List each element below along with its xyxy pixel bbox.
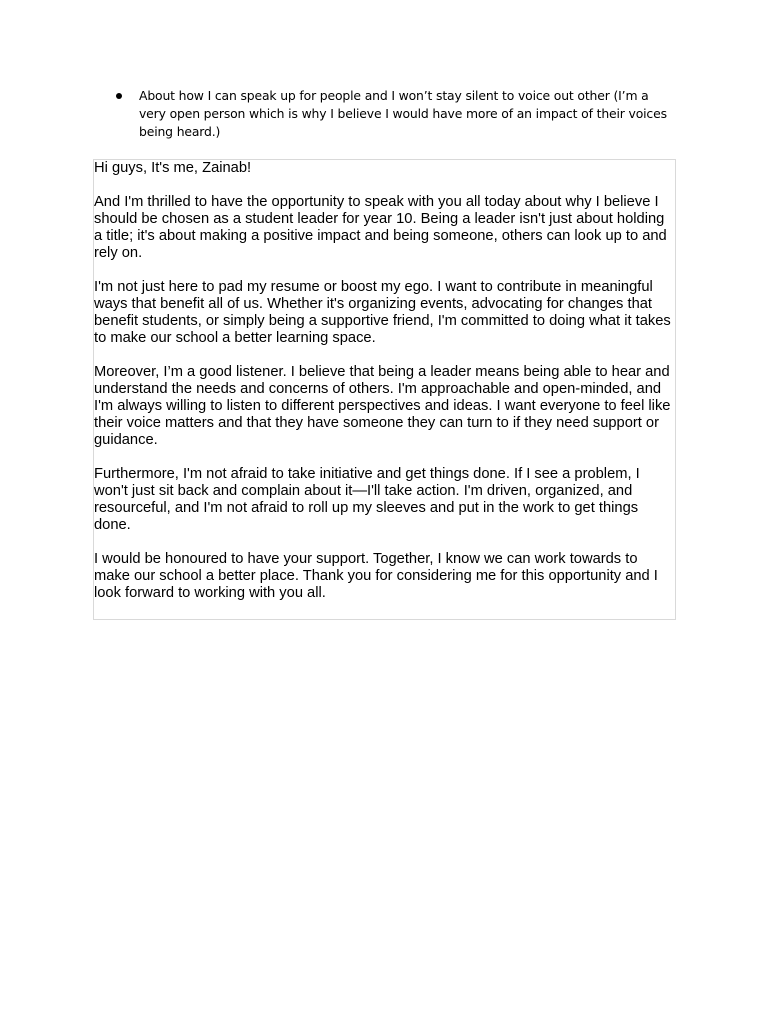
speech-greeting: Hi guys, It's me, Zainab! — [94, 160, 252, 176]
speech-paragraph-initiative: Furthermore, I'm not afraid to take initiative and get things done. If I see a problem, I won't just sit back and complain about it—I'll take action. I'm driven, organized, and resourceful, and I'm not afraid to roll up my sleeves and put in the work to get things done. — [94, 466, 640, 533]
speech-text-box — [93, 159, 676, 620]
speech-paragraph-intro: And I'm thrilled to have the opportunity to speak with you all today about why I believe I should be chosen as a student leader for year 10. Being a leader isn't just about holding a title; it's about making a positive impact and being someone, others can look up to and rely on. — [94, 194, 667, 261]
speech-paragraph-listener: Moreover, I’m a good listener. I believe that being a leader means being able to hear and understand the needs and concerns of others. I'm approachable and open-minded, and I'm always willing to listen to different perspectives and ideas. I want everyone to feel like their voice matters and that they have someone they can turn to if they need support or guidance. — [94, 364, 671, 448]
speech-body — [94, 160, 676, 619]
speech-paragraph-closing: I would be honoured to have your support. Together, I know we can work towards to make our school a better place. Thank you for considering me for this opportunity and I look forward to working with you all. — [94, 551, 658, 601]
speech-paragraph-motivation: I'm not just here to pad my resume or boost my ego. I want to contribute in meaningful ways that benefit all of us. Whether it's organizing events, advocating for changes that benefit students, or simply being a supportive friend, I'm committed to doing what it takes to make our school a better learning space. — [94, 279, 671, 346]
bullet-list — [111, 87, 671, 141]
bullet-item — [111, 87, 671, 141]
bullet-dot-icon — [116, 93, 122, 99]
bullet-item-text: About how I can speak up for people and I won’t stay silent to voice out other (I’m a very open person which is why I believe I would have more of an impact of their voices being heard.) — [139, 88, 667, 139]
